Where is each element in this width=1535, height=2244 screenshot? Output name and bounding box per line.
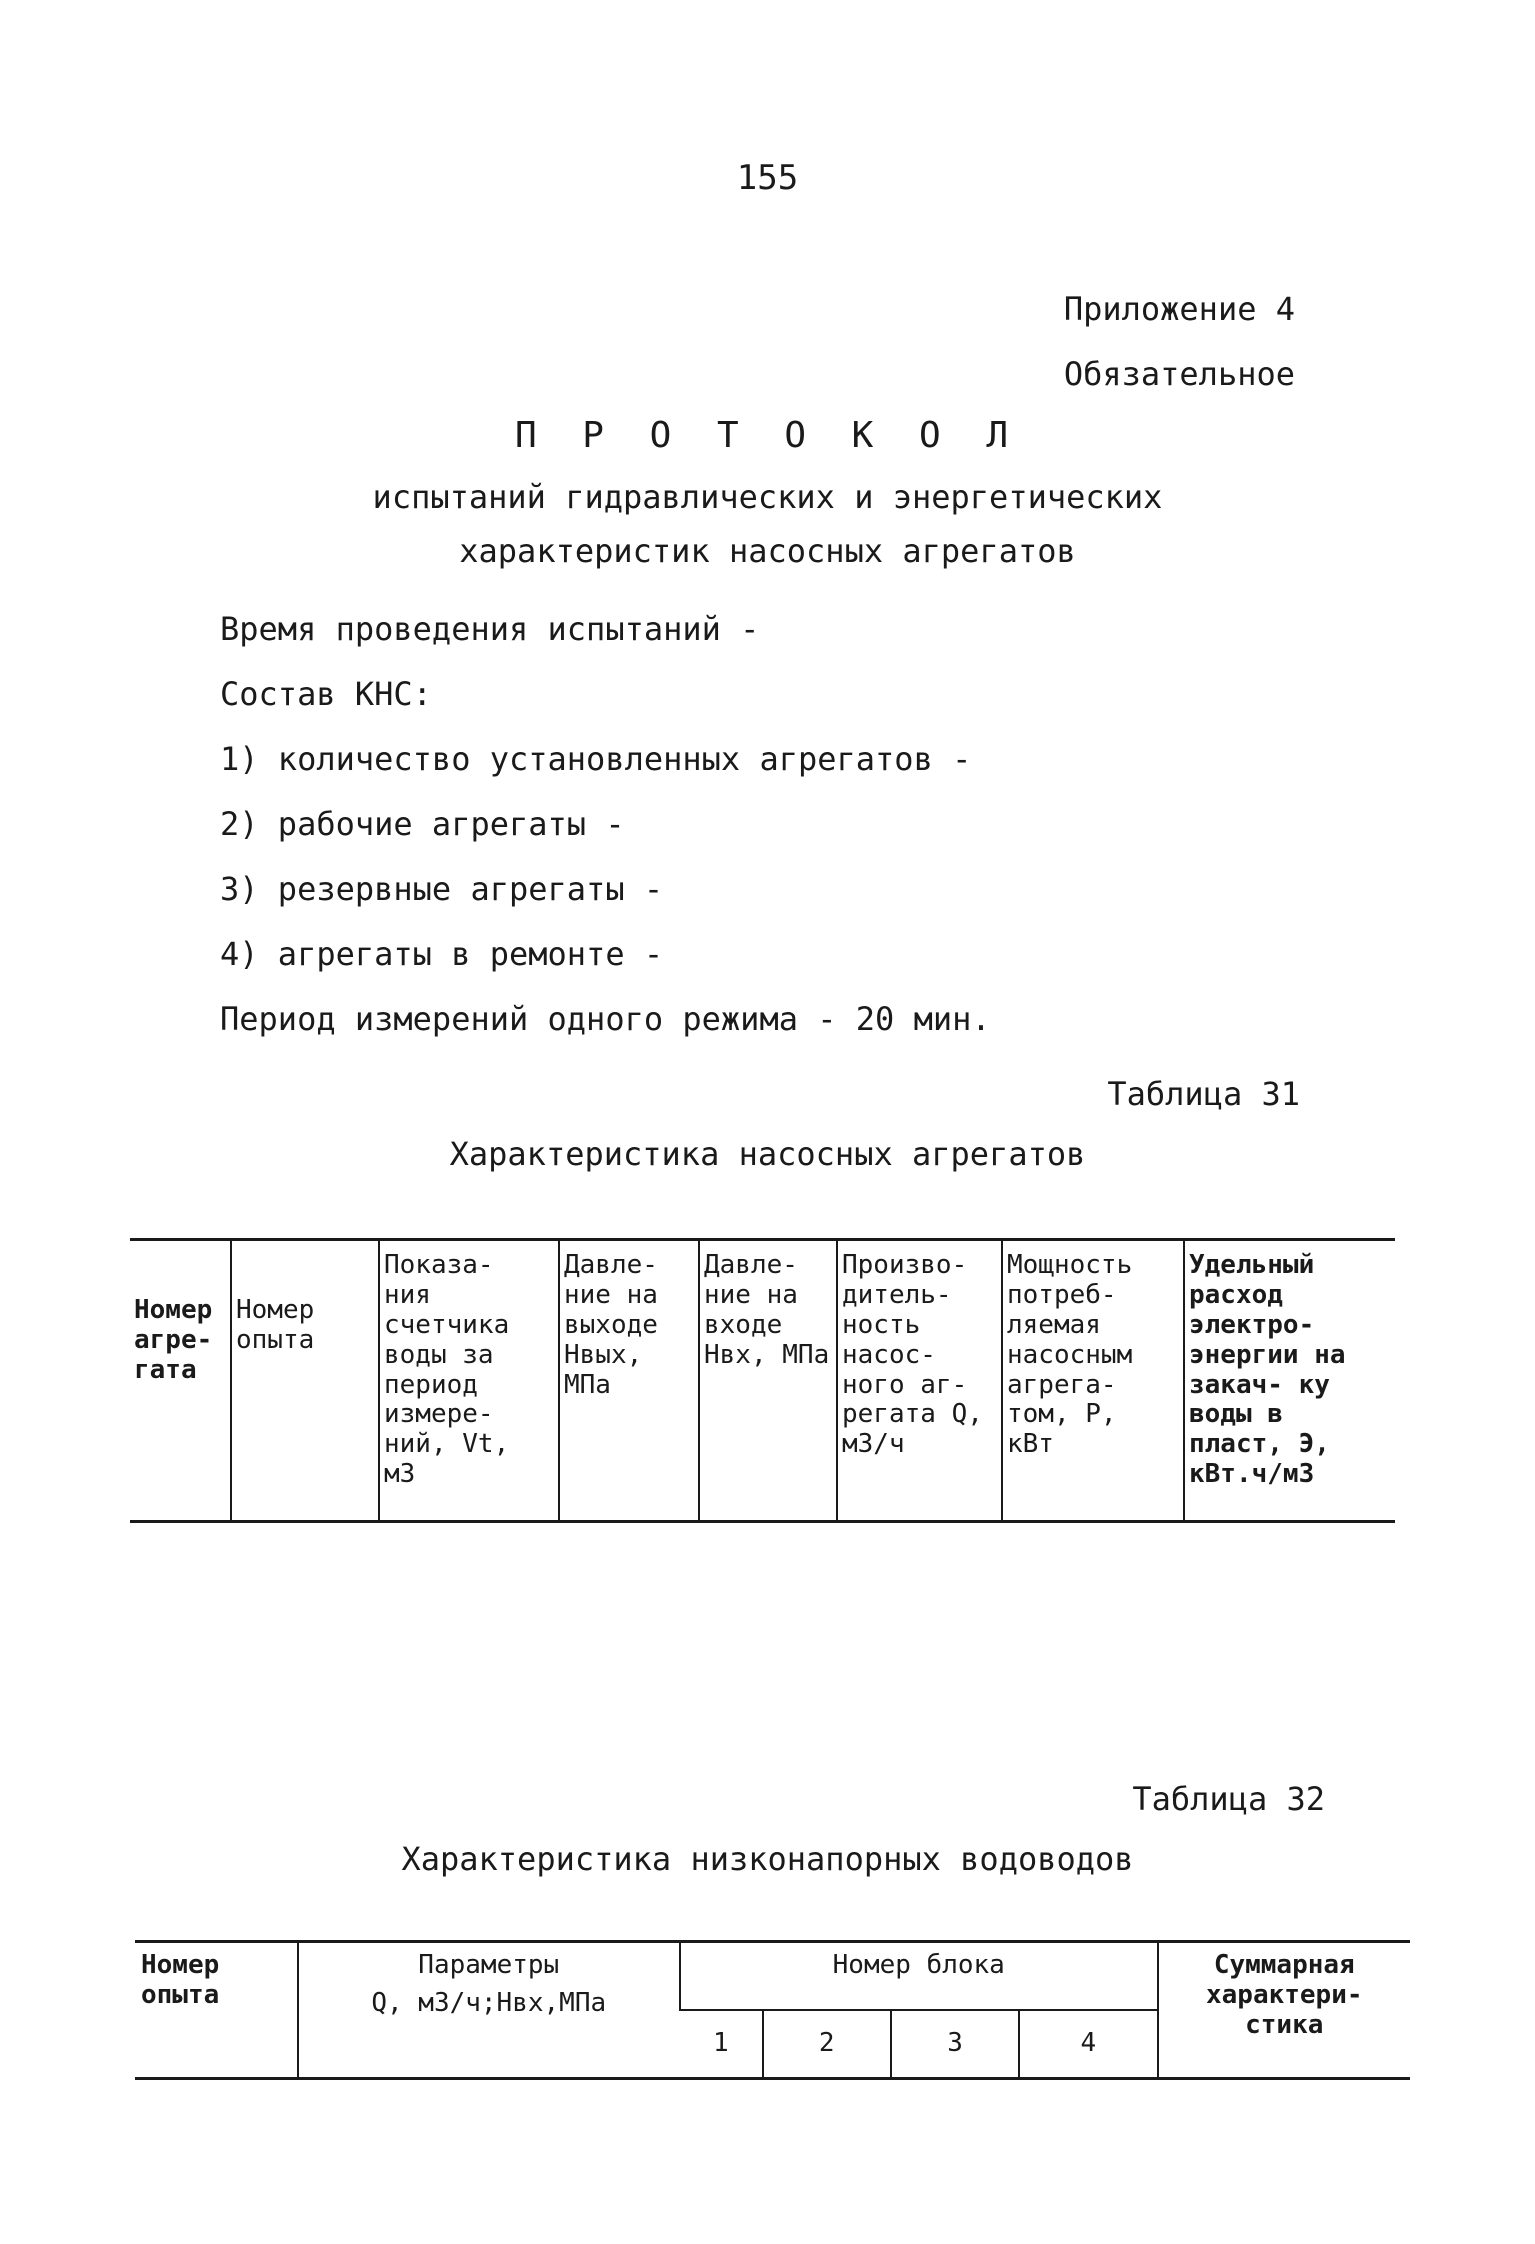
- list-item-working: 2) рабочие агрегаты -: [220, 805, 625, 843]
- header-outlet-pressure: Давле- ние на выходе Hвых, МПа: [559, 1240, 699, 1522]
- table31-header-row: [130, 1240, 1395, 1522]
- page-number: 155: [736, 158, 799, 198]
- measurement-period-line: Период измерений одного режима - 20 мин.: [220, 1000, 991, 1038]
- block-4: 4: [1019, 2010, 1157, 2079]
- header-productivity: Произво- дитель- ность насос- ного аг- регата Q, м3/ч: [837, 1240, 1002, 1522]
- block-3: 3: [891, 2010, 1019, 2079]
- list-item-reserve: 3) резервные агрегаты -: [220, 870, 664, 908]
- table31-number: Таблица 31: [1107, 1075, 1300, 1113]
- header-meter-readings: Показа- ния счетчика воды за период измере- ний, Vt, м3: [379, 1240, 559, 1522]
- table31-caption: Характеристика насосных агрегатов: [449, 1135, 1086, 1173]
- parameters-label: Параметры: [418, 1950, 560, 1980]
- header-unit-number: Номер агре- гата: [134, 1295, 213, 1385]
- table32-number: Таблица 32: [1132, 1780, 1325, 1818]
- subtitle-line-1: испытаний гидравлических и энергетических: [372, 478, 1163, 516]
- document-title: П Р О Т О К О Л: [514, 415, 1021, 456]
- table32-caption: Характеристика низконапорных водоводов: [401, 1840, 1134, 1878]
- table31: [130, 1238, 1395, 1523]
- header-specific-consumption: Удельный расход электро- энергии на закач- ку воды в пласт, Э, кВт.ч/м3: [1184, 1240, 1395, 1522]
- subtitle-line-2: характеристик насосных агрегатов: [459, 532, 1076, 570]
- header-parameters: [298, 1942, 680, 2079]
- header-block-number: Номер блока: [680, 1942, 1158, 2010]
- header-inlet-pressure: Давле- ние на входе Hвх, МПа: [699, 1240, 837, 1522]
- header-total: Суммарная характери- стика: [1158, 1942, 1410, 2079]
- mandatory-label: Обязательное: [1063, 355, 1295, 393]
- appendix-label: Приложение 4: [1063, 290, 1295, 328]
- header-power: Мощность потреб- ляемая насосным агрега- том, P, кВт: [1002, 1240, 1184, 1522]
- parameters-units: Q, м3/ч;Hвх,МПа: [371, 1987, 607, 2018]
- header-experiment: Номер опыта: [141, 1950, 220, 2010]
- list-item-repair: 4) агрегаты в ремонте -: [220, 935, 664, 973]
- station-composition-line: Состав КНС:: [220, 675, 432, 713]
- header-experiment-number: Номер опыта: [231, 1240, 379, 1522]
- document-subtitle: [0, 470, 1535, 578]
- table32: [135, 1940, 1410, 2080]
- test-time-line: Время проведения испытаний -: [220, 610, 760, 648]
- block-1: 1: [680, 2010, 763, 2079]
- block-2: 2: [763, 2010, 891, 2079]
- list-item-installed: 1) количество установленных агрегатов -: [220, 740, 972, 778]
